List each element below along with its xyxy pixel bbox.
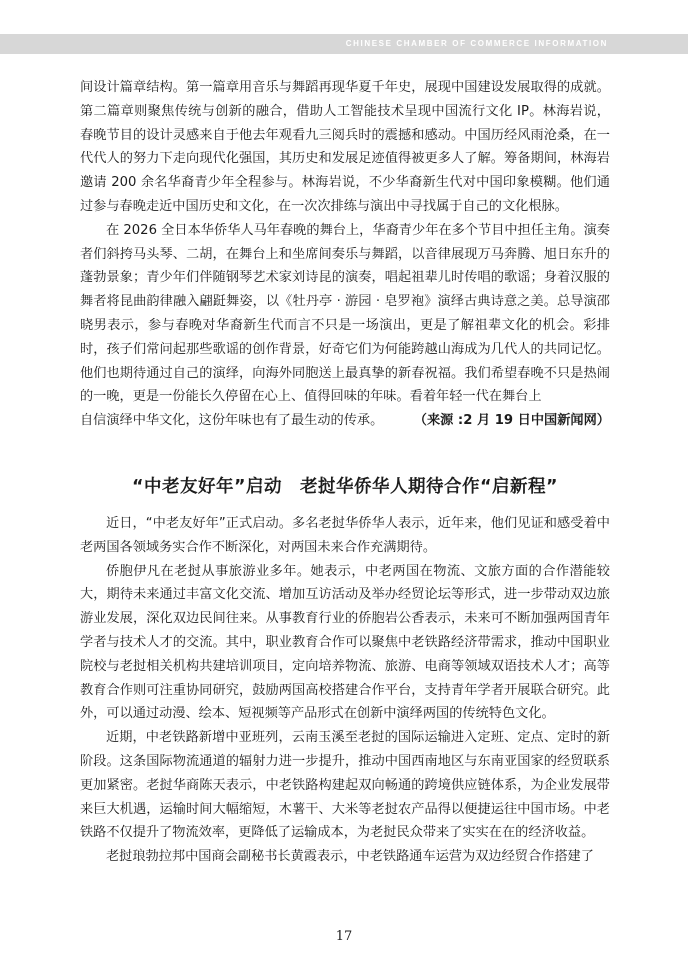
article1-closing-text: 自信演绎中华文化，这份年味也有了最生动的传承。 [80, 413, 384, 429]
article2-paragraph-1: 近日，“中老友好年”正式启动。多名老挝华侨华人表示，近年来，他们见证和感受着中老两国各领域务实合作不断深化，对两国未来合作充满期待。 [80, 515, 610, 555]
article2-paragraph-2: 侨胞伊凡在老挝从事旅游业多年。她表示，中老两国在物流、文旅方面的合作潜能较大，期待未来通过丰富文化交流、增加互访活动及举办经贸论坛等形式，进一步带动双边旅游业发展，深化双边民间往来。从事教育行业的侨胞岩公香表示，未来可不断加强两国青年学者与技术人才的交流。其中，职业教育合作可以聚焦中老铁路经济带需求，推动中国职业院校与老挝相关机构共建培训项目，定向培养物流、旅游、电商等领域双语技术人才；高等教育合作则可注重协同研究，鼓励两国高校搭建合作平台，支持青年学者开展联合研究。此外，可以通过动漫、绘本、短视频等产品形式在创新中演绎两国的传统特色文化。 [80, 563, 610, 722]
article1-paragraph-2: 在 2026 全日本华侨华人马年春晚的舞台上，华裔青少年在多个节目中担任主角。演奏者们斜挎马头琴、二胡，在舞台上和坐席间奏乐与舞蹈，以音律展现万马奔腾、旭日东升的蓬勃景象；青少年们伴随钢琴艺术家刘诗昆的演奏，唱起祖辈儿时传唱的歌谣；身着汉服的舞者将昆曲韵律融入翩跹舞姿，以《牡丹亭 · 游园 · 皂罗袍》演绎古典诗意之美。总导演邵晓男表示，参与春晚对华裔新生代而言不只是一场演出，更是了解祖辈文化的机会。彩排时，孩子们常问起那些歌谣的创作背景，好奇它们为何能跨越山海成为几代人的共同记忆。他们也期待通过自己的演绎，向海外同胞送上最真挚的新春祝福。我们希望春晚不只是热闹的一晚，更是一份能长久停留在心上、值得回味的年味。看着年轻一代在舞台上 [80, 222, 610, 405]
article2-paragraph-4: 老挝琅勃拉邦中国商会副秘书长黄霞表示，中老铁路通车运营为双边经贸合作搭建了 [106, 849, 594, 865]
page-content [80, 76, 610, 869]
article1-paragraph-1: 间设计篇章结构。第一篇章用音乐与舞蹈再现华夏千年史，展现中国建设发展取得的成就。第二篇章则聚焦传统与创新的融合，借助人工智能技术呈现中国流行文化 IP。林海岩说，春晚节目的设计灵感来自于他去年观看九三阅兵时的震撼和感动。中国历经风雨沧桑，在一代代人的努力下走向现代化强国，其历史和发展足迹值得被更多人了解。筹备期间，林海岩邀请 200 余名华裔青少年全程参与。林海岩说，不少华裔新生代对中国印象模糊。他们通过参与春晚走近中国历史和文化，在一次次排练与演出中寻找属于自己的文化根脉。 [80, 80, 610, 214]
article2-paragraph-3: 近期，中老铁路新增中亚班列，云南玉溪至老挝的国际运输进入定班、定点、定时的新阶段。这条国际物流通道的辐射力进一步提升，推动中国西南地区与东南亚国家的经贸联系更加紧密。老挝华商陈天表示，中老铁路构建起双向畅通的跨境供应链体系，为企业发展带来巨大机遇，运输时间大幅缩短，木薯干、大米等老挝农产品得以便捷运往中国市场。中老铁路不仅提升了物流效率，更降低了运输成本，为老挝民众带来了实实在在的经济收益。 [80, 730, 610, 841]
page-number: 17 [335, 929, 353, 944]
article1-closing-line [80, 409, 610, 433]
article2-title: “中老友好年”启动 老挝华侨华人期待合作“启新程” [131, 476, 558, 497]
running-header: CHINESE CHAMBER OF COMMERCE INFORMATION [345, 39, 608, 48]
source-citation: （来源 :2 月 19 日中国新闻网） [413, 413, 610, 429]
